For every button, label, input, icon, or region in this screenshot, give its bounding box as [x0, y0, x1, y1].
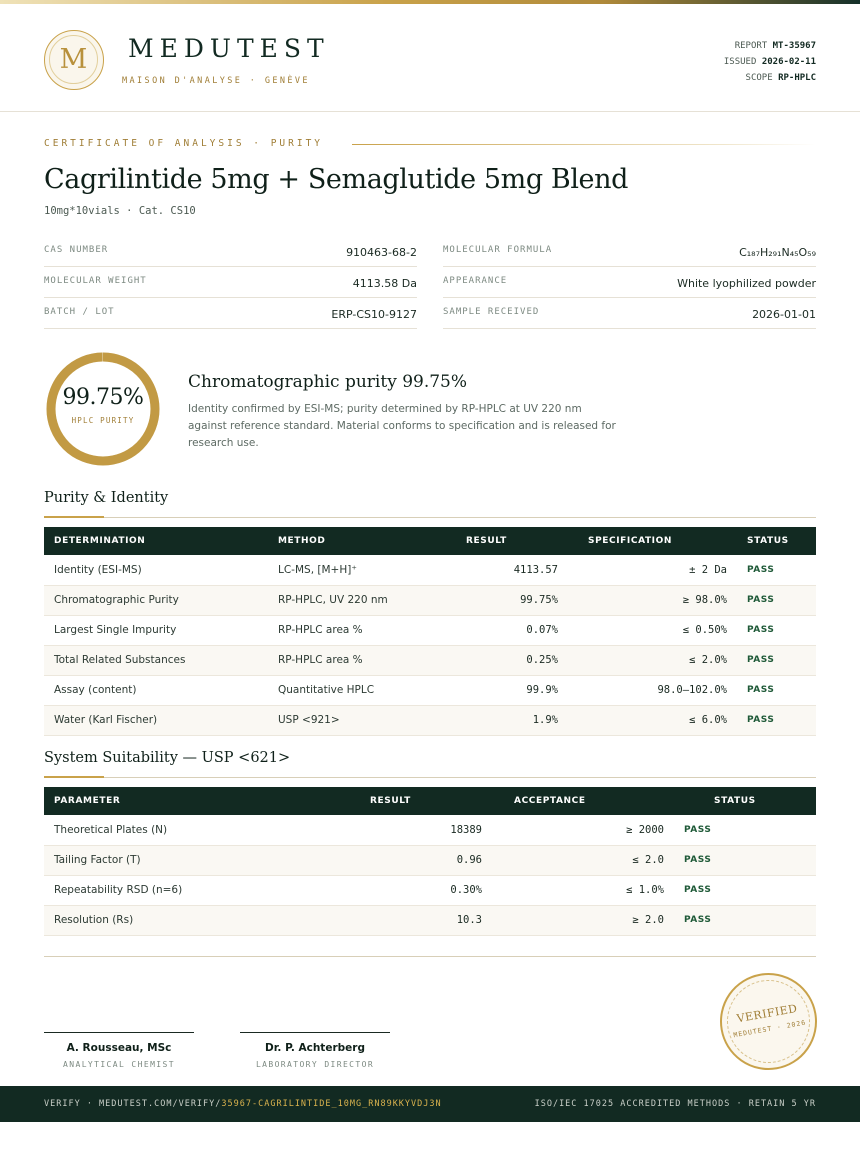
- spec-label: MOLECULAR FORMULA: [443, 245, 553, 255]
- acceptance-cell: ≥ 2.0: [492, 905, 680, 935]
- acceptance-cell: ≤ 1.0%: [492, 875, 680, 905]
- section-title-purity: Purity & Identity: [44, 490, 169, 506]
- table-row: [44, 815, 816, 845]
- kicker-divider: [352, 144, 816, 145]
- table-row: [44, 705, 816, 735]
- specification-cell: ≥ 98.0%: [568, 585, 737, 615]
- meta-issued-value: 2026-02-11: [761, 57, 816, 67]
- spec-value: White lyophilized powder: [677, 277, 816, 290]
- table-row: [44, 585, 816, 615]
- specification-cell: ≤ 6.0%: [568, 705, 737, 735]
- section-rule: [44, 777, 816, 778]
- section-accent: [44, 516, 104, 518]
- spec-label: APPEARANCE: [443, 276, 508, 286]
- method-cell: RP-HPLC area %: [268, 645, 436, 675]
- suitability-table: [44, 787, 816, 936]
- spec-molecular-formula: [443, 236, 816, 267]
- determination-cell: Water (Karl Fischer): [44, 705, 268, 735]
- meta-scope: [724, 70, 816, 86]
- page-subtitle: 10mg*10vials · Cat. CS10: [44, 205, 196, 217]
- table-row: [44, 905, 816, 935]
- brand-monogram: M: [49, 35, 98, 84]
- result-cell: 0.25%: [436, 645, 568, 675]
- col-method: METHOD: [268, 527, 436, 555]
- report-meta: [724, 38, 816, 86]
- status-badge: PASS: [737, 555, 816, 585]
- meta-scope-value: RP-HPLC: [778, 73, 816, 83]
- purity-badge: [44, 350, 162, 468]
- signature-director: [240, 1032, 390, 1069]
- signature-divider: [44, 956, 816, 957]
- meta-report-value: MT-35967: [772, 41, 816, 51]
- result-cell: 0.07%: [436, 615, 568, 645]
- purity-description: Identity confirmed by ESI-MS; purity determined by RP-HPLC at UV 220 nm against reference standard. Material conforms to specification and is released for research use.: [188, 403, 616, 449]
- spec-value: C₁₈₇H₂₉₁N₄₅O₅₉: [739, 246, 816, 259]
- page-title: Cagrilintide 5mg + Semaglutide 5mg Blend: [44, 164, 629, 195]
- result-cell: 18389: [284, 815, 492, 845]
- brand-tagline: MAISON D'ANALYSE · GENÈVE: [122, 76, 310, 86]
- section-title-suitability: System Suitability — USP <621>: [44, 750, 291, 766]
- col-determination: DETERMINATION: [44, 527, 268, 555]
- status-badge: PASS: [680, 845, 816, 875]
- col-status: STATUS: [737, 527, 816, 555]
- determination-cell: Chromatographic Purity: [44, 585, 268, 615]
- status-badge: PASS: [680, 875, 816, 905]
- verified-stamp: [712, 965, 824, 1077]
- acceptance-cell: ≤ 2.0: [492, 845, 680, 875]
- document-kicker: CERTIFICATE OF ANALYSIS · PURITY: [44, 138, 324, 149]
- stamp-subtext: MEDUTEST · 2026: [732, 1018, 807, 1040]
- meta-scope-label: SCOPE: [745, 73, 773, 83]
- status-badge: PASS: [680, 905, 816, 935]
- status-badge: PASS: [680, 815, 816, 845]
- parameter-cell: Tailing Factor (T): [44, 845, 284, 875]
- parameter-cell: Resolution (Rs): [44, 905, 284, 935]
- spec-cas-number: [44, 236, 417, 267]
- spec-label: MOLECULAR WEIGHT: [44, 276, 147, 286]
- report-header: [0, 4, 860, 112]
- signature-analyst: [44, 1032, 194, 1069]
- footer-bar: [0, 1086, 860, 1122]
- purity-badge-value: 99.75%: [62, 385, 144, 410]
- purity-badge-label: HPLC PURITY: [71, 416, 135, 425]
- status-badge: PASS: [737, 615, 816, 645]
- spec-appearance: [443, 267, 816, 298]
- result-cell: 99.75%: [436, 585, 568, 615]
- specification-cell: ≤ 0.50%: [568, 615, 737, 645]
- table-row: [44, 845, 816, 875]
- spec-value: 2026-01-01: [752, 308, 816, 321]
- col-result: RESULT: [284, 787, 492, 815]
- purity-table: [44, 527, 816, 736]
- parameter-cell: Repeatability RSD (n=6): [44, 875, 284, 905]
- result-cell: 0.96: [284, 845, 492, 875]
- section-rule: [44, 517, 816, 518]
- signature-name: A. Rousseau, MSc: [66, 1042, 172, 1054]
- specification-cell: 98.0–102.0%: [568, 675, 737, 705]
- method-cell: USP <921>: [268, 705, 436, 735]
- table-row: [44, 675, 816, 705]
- result-cell: 10.3: [284, 905, 492, 935]
- col-status: STATUS: [680, 787, 816, 815]
- col-specification: SPECIFICATION: [568, 527, 737, 555]
- brand-logo: [44, 30, 104, 90]
- col-acceptance: ACCEPTANCE: [492, 787, 680, 815]
- suitability-table-header: [44, 787, 816, 815]
- spec-molecular-weight: [44, 267, 417, 298]
- method-cell: RP-HPLC, UV 220 nm: [268, 585, 436, 615]
- spec-sample-received: [443, 298, 816, 329]
- stamp-text: VERIFIED: [735, 1001, 799, 1026]
- method-cell: Quantitative HPLC: [268, 675, 436, 705]
- meta-issued-label: ISSUED: [723, 57, 757, 67]
- result-cell: 1.9%: [436, 705, 568, 735]
- signature-role: ANALYTICAL CHEMIST: [63, 1060, 175, 1069]
- result-cell: 0.30%: [284, 875, 492, 905]
- table-row: [44, 645, 816, 675]
- status-badge: PASS: [737, 585, 816, 615]
- signature-role: LABORATORY DIRECTOR: [255, 1060, 375, 1069]
- status-badge: PASS: [737, 675, 816, 705]
- brand-name: MEDUTEST: [128, 34, 330, 63]
- determination-cell: Total Related Substances: [44, 645, 268, 675]
- section-accent: [44, 776, 104, 778]
- spec-value: ERP-CS10-9127: [331, 308, 417, 321]
- col-result: RESULT: [436, 527, 568, 555]
- spec-value: 4113.58 Da: [352, 277, 417, 290]
- footer-verify-prefix: VERIFY · MEDUTEST.COM/VERIFY/: [44, 1099, 222, 1109]
- spec-batch-lot: [44, 298, 417, 329]
- result-cell: 99.9%: [436, 675, 568, 705]
- determination-cell: Assay (content): [44, 675, 268, 705]
- acceptance-cell: ≥ 2000: [492, 815, 680, 845]
- footer-accreditation: ISO/IEC 17025 ACCREDITED METHODS · RETAIN 5 YR: [534, 1099, 816, 1109]
- table-row: [44, 615, 816, 645]
- determination-cell: Largest Single Impurity: [44, 615, 268, 645]
- meta-report: [724, 38, 816, 54]
- col-parameter: PARAMETER: [44, 787, 284, 815]
- table-row: [44, 555, 816, 585]
- spec-label: CAS NUMBER: [44, 245, 109, 255]
- spec-value: 910463-68-2: [346, 246, 417, 259]
- kicker-row: [44, 138, 816, 152]
- spec-label: BATCH / LOT: [44, 307, 115, 317]
- meta-issued: [724, 54, 816, 70]
- footer-verify: [44, 1099, 442, 1109]
- purity-heading: Chromatographic purity 99.75%: [188, 372, 468, 392]
- purity-table-header: [44, 527, 816, 555]
- footer-verify-link[interactable]: 35967-CAGRILINTIDE_10MG_RN89KKYVDJ3N: [221, 1099, 442, 1109]
- specification-cell: ≤ 2.0%: [568, 645, 737, 675]
- signature-name: Dr. P. Achterberg: [265, 1042, 365, 1054]
- spec-label: SAMPLE RECEIVED: [443, 307, 540, 317]
- method-cell: RP-HPLC area %: [268, 615, 436, 645]
- meta-report-label: REPORT: [734, 41, 768, 51]
- method-cell: LC-MS, [M+H]⁺: [268, 555, 436, 585]
- determination-cell: Identity (ESI-MS): [44, 555, 268, 585]
- result-cell: 4113.57: [436, 555, 568, 585]
- parameter-cell: Theoretical Plates (N): [44, 815, 284, 845]
- status-badge: PASS: [737, 705, 816, 735]
- table-row: [44, 875, 816, 905]
- status-badge: PASS: [737, 645, 816, 675]
- specification-cell: ± 2 Da: [568, 555, 737, 585]
